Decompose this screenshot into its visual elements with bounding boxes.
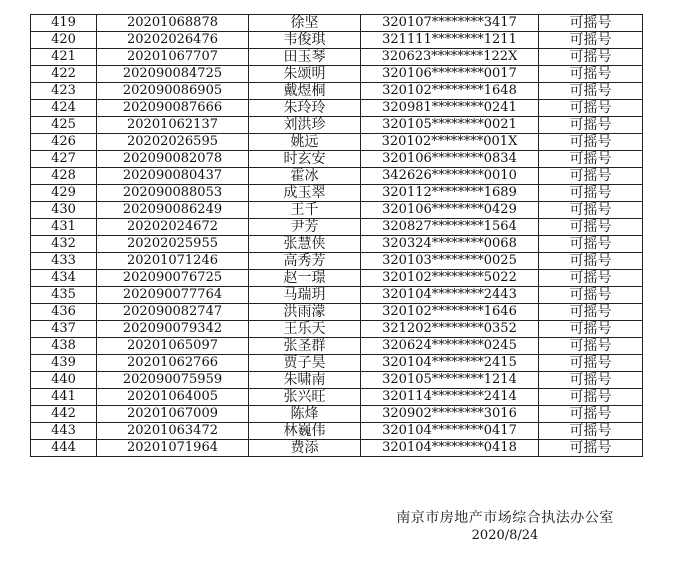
application-id-cell: 202090075959 [97,372,249,389]
seq-cell: 429 [31,185,97,202]
id-card-cell: 320102********001X [361,134,539,151]
eligibility-status-cell: 可摇号 [539,406,643,423]
applicant-name-cell: 张兴旺 [249,389,361,406]
eligibility-status-cell: 可摇号 [539,236,643,253]
eligibility-status-cell: 可摇号 [539,49,643,66]
table-row [31,304,643,321]
applicant-name-cell: 徐坚 [249,15,361,32]
application-id-cell: 20201068878 [97,15,249,32]
seq-cell: 425 [31,117,97,134]
application-id-cell: 20201067707 [97,49,249,66]
application-id-cell: 20201062766 [97,355,249,372]
eligibility-status-cell: 可摇号 [539,321,643,338]
applicant-table-body [31,15,643,457]
applicant-name-cell: 姚远 [249,134,361,151]
issue-date: 2020/8/24 [471,528,539,543]
table-row [31,287,643,304]
table-row [31,389,643,406]
applicant-name-cell: 高秀芳 [249,253,361,270]
eligibility-status-cell: 可摇号 [539,372,643,389]
applicant-name-cell: 林巍伟 [249,423,361,440]
table-row [31,134,643,151]
application-id-cell: 20201067009 [97,406,249,423]
id-card-cell: 320104********0417 [361,423,539,440]
issuing-office: 南京市房地产市场综合执法办公室 [396,510,614,526]
seq-cell: 433 [31,253,97,270]
applicant-name-cell: 朱啸南 [249,372,361,389]
id-card-cell: 320902********3016 [361,406,539,423]
id-card-cell: 320102********1646 [361,304,539,321]
id-card-cell: 320102********1648 [361,83,539,100]
eligibility-status-cell: 可摇号 [539,117,643,134]
seq-cell: 444 [31,440,97,457]
applicant-name-cell: 洪雨濛 [249,304,361,321]
application-id-cell: 20202026595 [97,134,249,151]
table-row [31,151,643,168]
seq-cell: 430 [31,202,97,219]
seq-cell: 424 [31,100,97,117]
seq-cell: 440 [31,372,97,389]
eligibility-status-cell: 可摇号 [539,202,643,219]
table-row [31,253,643,270]
seq-cell: 435 [31,287,97,304]
table-row [31,202,643,219]
id-card-cell: 321111********1211 [361,32,539,49]
table-row [31,355,643,372]
applicant-name-cell: 戴煜桐 [249,83,361,100]
application-id-cell: 20202025955 [97,236,249,253]
applicant-name-cell: 马瑞玥 [249,287,361,304]
applicant-name-cell: 霍冰 [249,168,361,185]
table-row [31,219,643,236]
id-card-cell: 320107********3417 [361,15,539,32]
id-card-cell: 320106********0017 [361,66,539,83]
eligibility-status-cell: 可摇号 [539,423,643,440]
table-row [31,168,643,185]
table-row [31,423,643,440]
seq-cell: 420 [31,32,97,49]
seq-cell: 431 [31,219,97,236]
table-row [31,440,643,457]
seq-cell: 439 [31,355,97,372]
seq-cell: 422 [31,66,97,83]
table-row [31,83,643,100]
id-card-cell: 320102********5022 [361,270,539,287]
id-card-cell: 320106********0429 [361,202,539,219]
seq-cell: 427 [31,151,97,168]
application-id-cell: 20201071246 [97,253,249,270]
application-id-cell: 202090077764 [97,287,249,304]
table-row [31,32,643,49]
seq-cell: 419 [31,15,97,32]
application-id-cell: 20201071964 [97,440,249,457]
table-row [31,117,643,134]
seq-cell: 437 [31,321,97,338]
table-row [31,185,643,202]
seq-cell: 428 [31,168,97,185]
eligibility-status-cell: 可摇号 [539,185,643,202]
eligibility-status-cell: 可摇号 [539,168,643,185]
eligibility-status-cell: 可摇号 [539,15,643,32]
eligibility-status-cell: 可摇号 [539,219,643,236]
eligibility-status-cell: 可摇号 [539,151,643,168]
seq-cell: 423 [31,83,97,100]
applicant-name-cell: 王千 [249,202,361,219]
applicant-name-cell: 张慧侠 [249,236,361,253]
applicant-name-cell: 张圣群 [249,338,361,355]
table-row [31,372,643,389]
id-card-cell: 342626********0010 [361,168,539,185]
seq-cell: 426 [31,134,97,151]
eligibility-status-cell: 可摇号 [539,287,643,304]
table-row [31,236,643,253]
eligibility-status-cell: 可摇号 [539,66,643,83]
application-id-cell: 20201065097 [97,338,249,355]
applicant-name-cell: 时玄安 [249,151,361,168]
applicant-name-cell: 费添 [249,440,361,457]
application-id-cell: 202090086905 [97,83,249,100]
eligibility-status-cell: 可摇号 [539,389,643,406]
id-card-cell: 320827********1564 [361,219,539,236]
eligibility-status-cell: 可摇号 [539,32,643,49]
id-card-cell: 320104********0418 [361,440,539,457]
seq-cell: 438 [31,338,97,355]
table-row [31,66,643,83]
id-card-cell: 320105********0021 [361,117,539,134]
id-card-cell: 321202********0352 [361,321,539,338]
application-id-cell: 202090084725 [97,66,249,83]
application-id-cell: 20201064005 [97,389,249,406]
id-card-cell: 320981********0241 [361,100,539,117]
application-id-cell: 202090086249 [97,202,249,219]
application-id-cell: 202090082747 [97,304,249,321]
id-card-cell: 320106********0834 [361,151,539,168]
table-row [31,338,643,355]
application-id-cell: 202090079342 [97,321,249,338]
id-card-cell: 320623********122X [361,49,539,66]
applicant-name-cell: 韦俊琪 [249,32,361,49]
application-id-cell: 202090088053 [97,185,249,202]
application-id-cell: 20201062137 [97,117,249,134]
eligibility-status-cell: 可摇号 [539,134,643,151]
id-card-cell: 320104********2415 [361,355,539,372]
eligibility-status-cell: 可摇号 [539,83,643,100]
table-row [31,49,643,66]
id-card-cell: 320324********0068 [361,236,539,253]
table-row [31,406,643,423]
seq-cell: 432 [31,236,97,253]
id-card-cell: 320624********0245 [361,338,539,355]
eligibility-status-cell: 可摇号 [539,440,643,457]
application-id-cell: 202090076725 [97,270,249,287]
applicant-name-cell: 贾子昊 [249,355,361,372]
applicant-table [30,14,643,457]
application-id-cell: 202090082078 [97,151,249,168]
id-card-cell: 320105********1214 [361,372,539,389]
applicant-name-cell: 陈烽 [249,406,361,423]
table-row [31,100,643,117]
id-card-cell: 320103********0025 [361,253,539,270]
applicant-name-cell: 田玉琴 [249,49,361,66]
applicant-name-cell: 刘洪珍 [249,117,361,134]
id-card-cell: 320114********2414 [361,389,539,406]
applicant-name-cell: 尹芳 [249,219,361,236]
application-id-cell: 202090087666 [97,100,249,117]
applicant-name-cell: 朱玲玲 [249,100,361,117]
table-row [31,270,643,287]
seq-cell: 443 [31,423,97,440]
applicant-name-cell: 王乐天 [249,321,361,338]
seq-cell: 436 [31,304,97,321]
application-id-cell: 202090080437 [97,168,249,185]
application-id-cell: 20202024672 [97,219,249,236]
application-id-cell: 20201063472 [97,423,249,440]
eligibility-status-cell: 可摇号 [539,355,643,372]
applicant-name-cell: 朱颂明 [249,66,361,83]
application-id-cell: 20202026476 [97,32,249,49]
id-card-cell: 320104********2443 [361,287,539,304]
id-card-cell: 320112********1689 [361,185,539,202]
eligibility-status-cell: 可摇号 [539,338,643,355]
seq-cell: 442 [31,406,97,423]
applicant-name-cell: 成玉翠 [249,185,361,202]
applicant-name-cell: 赵一璟 [249,270,361,287]
eligibility-status-cell: 可摇号 [539,270,643,287]
seq-cell: 441 [31,389,97,406]
seq-cell: 434 [31,270,97,287]
seq-cell: 421 [31,49,97,66]
table-row [31,15,643,32]
eligibility-status-cell: 可摇号 [539,253,643,270]
eligibility-status-cell: 可摇号 [539,304,643,321]
eligibility-status-cell: 可摇号 [539,100,643,117]
table-row [31,321,643,338]
